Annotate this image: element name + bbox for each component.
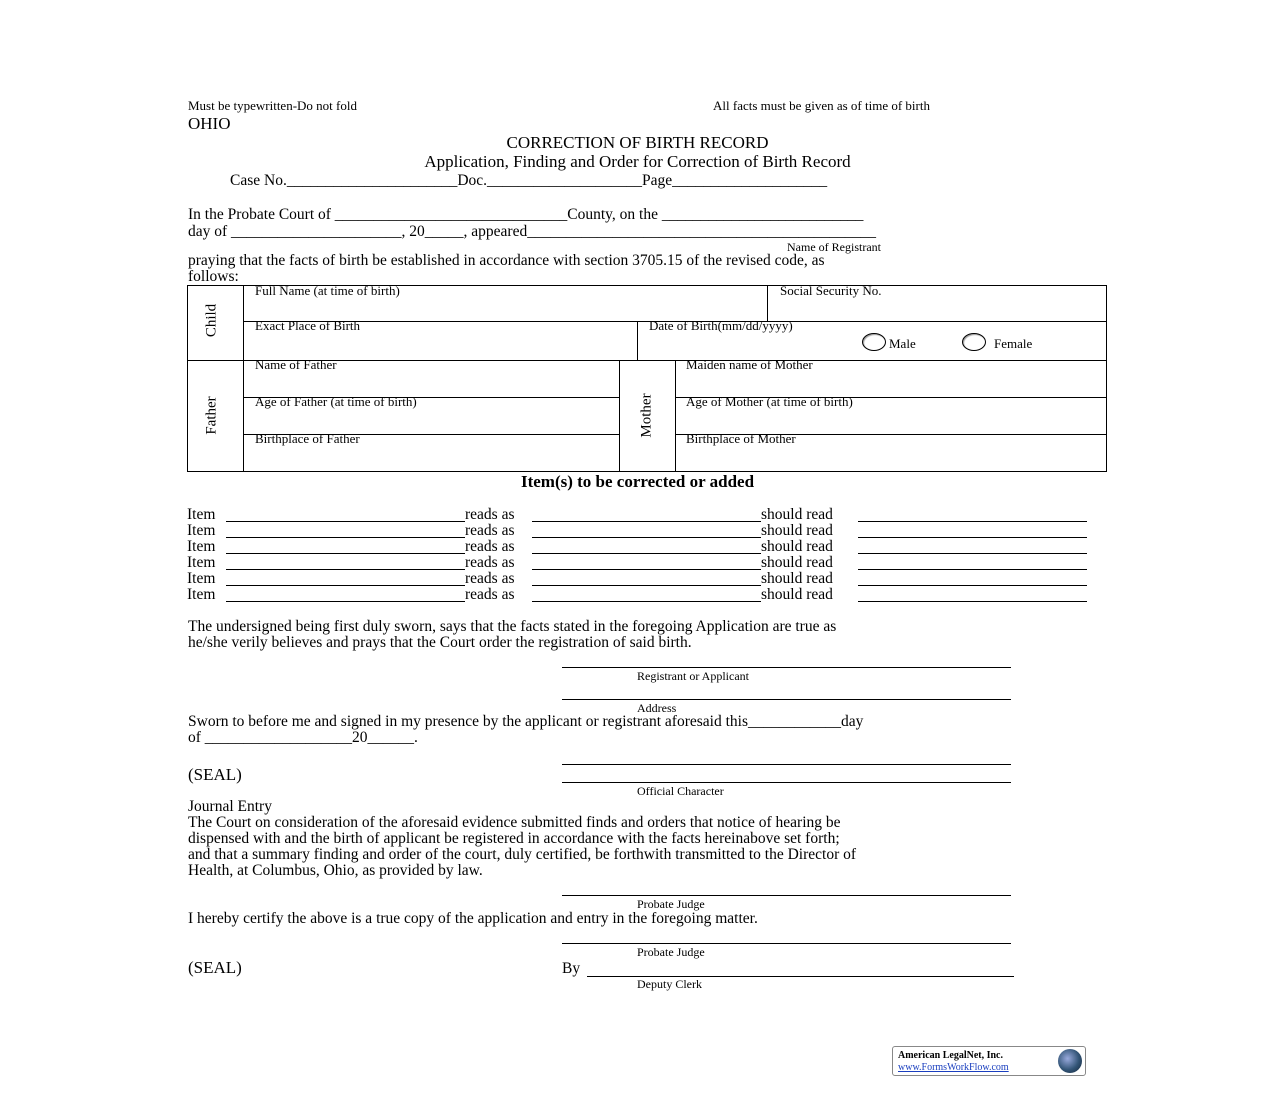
journal-text: The Court on consideration of the aforesaid evidence submitted finds and orders that notice of hearing be — [188, 814, 841, 831]
judge-caption: Probate Judge — [637, 897, 705, 911]
reads-as-label: reads as — [465, 570, 515, 587]
page-subtitle: Application, Finding and Order for Correction of Birth Record — [424, 152, 851, 171]
corrections-heading: Item(s) to be corrected or added — [520, 472, 755, 491]
mother-section-label: Mother — [638, 393, 655, 438]
official-caption: Official Character — [637, 784, 724, 798]
ssn-field[interactable]: Social Security No. — [780, 283, 882, 298]
official-character-line[interactable] — [562, 782, 1011, 783]
item-field[interactable] — [226, 521, 465, 522]
should-read-label: should read — [761, 554, 833, 571]
typewritten-note: Must be typewritten-Do not fold — [188, 98, 357, 113]
praying-line: praying that the facts of birth be established in accordance with section 3705.15 of the revised code, as — [188, 252, 825, 269]
mother-maiden-name-field[interactable]: Maiden name of Mother — [686, 357, 813, 372]
item-label: Item — [187, 554, 216, 571]
notary-signature-line[interactable] — [562, 764, 1011, 765]
date-of-birth-field[interactable]: Date of Birth(mm/dd/yyyy) — [649, 318, 793, 333]
item-label: Item — [187, 570, 216, 587]
state-label: OHIO — [188, 114, 231, 133]
table-divider — [243, 285, 244, 472]
seal-label: (SEAL) — [188, 765, 242, 784]
address-caption: Address — [637, 701, 677, 715]
father-name-field[interactable]: Name of Father — [255, 357, 337, 372]
reads-as-field[interactable] — [532, 601, 761, 602]
item-field[interactable] — [226, 601, 465, 602]
should-read-field[interactable] — [858, 521, 1087, 522]
journal-text: and that a summary finding and order of the court, duly certified, be forthwith transmitted to the Director of — [188, 846, 857, 863]
item-label: Item — [187, 586, 216, 603]
child-section-label: Child — [203, 303, 220, 338]
table-divider — [675, 360, 676, 472]
judge-signature-line[interactable] — [562, 895, 1011, 896]
deputy-caption: Deputy Clerk — [637, 977, 702, 991]
sworn-text[interactable]: Sworn to before me and signed in my presence by the applicant or registrant aforesaid this____________day — [188, 713, 864, 730]
company-name: American LegalNet, Inc. — [898, 1050, 1003, 1061]
address-line[interactable] — [562, 699, 1011, 700]
should-read-field[interactable] — [858, 553, 1087, 554]
registrant-signature-line[interactable] — [562, 667, 1011, 668]
father-age-field[interactable]: Age of Father (at time of birth) — [255, 394, 417, 409]
facts-note: All facts must be given as of time of birth — [713, 98, 930, 113]
male-label: Male — [889, 336, 916, 351]
table-divider — [619, 360, 620, 472]
seal-label: (SEAL) — [188, 958, 242, 977]
reads-as-label: reads as — [465, 538, 515, 555]
sworn-date[interactable]: of ___________________20______. — [188, 729, 418, 746]
reads-as-field[interactable] — [532, 553, 761, 554]
item-label: Item — [187, 506, 216, 523]
company-url[interactable]: www.FormsWorkFlow.com — [898, 1062, 1009, 1073]
reads-as-field[interactable] — [532, 585, 761, 586]
place-of-birth-field[interactable]: Exact Place of Birth — [255, 318, 361, 333]
page-title: CORRECTION OF BIRTH RECORD — [506, 133, 769, 152]
reads-as-label: reads as — [465, 586, 515, 603]
item-field[interactable] — [226, 537, 465, 538]
registrant-caption: Registrant or Applicant — [637, 669, 749, 683]
journal-text: Health, at Columbus, Ohio, as provided by law. — [188, 862, 483, 879]
female-radio[interactable] — [962, 333, 986, 351]
case-number-line[interactable]: Case No.______________________Doc.____________________Page____________________ — [230, 172, 828, 189]
oath-text: The undersigned being first duly sworn, says that the facts stated in the foregoing Application are true as — [188, 618, 837, 635]
follows-line: follows: — [188, 268, 239, 285]
male-radio[interactable] — [862, 333, 886, 351]
item-field[interactable] — [226, 585, 465, 586]
full-name-field[interactable]: Full Name (at time of birth) — [255, 283, 400, 298]
mother-age-field[interactable]: Age of Mother (at time of birth) — [686, 394, 853, 409]
female-label: Female — [994, 336, 1033, 351]
should-read-field[interactable] — [858, 537, 1087, 538]
should-read-field[interactable] — [858, 585, 1087, 586]
probate-court-line[interactable]: In the Probate Court of ______________________________County, on the __________________________ — [188, 206, 864, 223]
reads-as-field[interactable] — [532, 521, 761, 522]
should-read-label: should read — [761, 538, 833, 555]
should-read-label: should read — [761, 570, 833, 587]
reads-as-label: reads as — [465, 522, 515, 539]
reads-as-field[interactable] — [532, 569, 761, 570]
should-read-label: should read — [761, 506, 833, 523]
mother-birthplace-field[interactable]: Birthplace of Mother — [686, 431, 796, 446]
item-field[interactable] — [226, 569, 465, 570]
item-label: Item — [187, 538, 216, 555]
reads-as-field[interactable] — [532, 537, 761, 538]
table-divider — [637, 321, 638, 360]
should-read-label: should read — [761, 586, 833, 603]
legalnet-logo — [892, 1046, 1086, 1076]
registrant-caption: Name of Registrant — [787, 240, 881, 254]
should-read-field[interactable] — [858, 601, 1087, 602]
globe-icon — [1058, 1049, 1082, 1073]
by-label: By — [562, 960, 581, 977]
judge-caption: Probate Judge — [637, 945, 705, 959]
should-read-label: should read — [761, 522, 833, 539]
reads-as-label: reads as — [465, 506, 515, 523]
judge-signature-line-2[interactable] — [562, 943, 1011, 944]
journal-heading: Journal Entry — [188, 798, 272, 815]
item-field[interactable] — [226, 553, 465, 554]
father-section-label: Father — [203, 396, 220, 435]
journal-text: dispensed with and the birth of applicant be registered in accordance with the facts hereinabove set forth; — [188, 830, 840, 847]
should-read-field[interactable] — [858, 569, 1087, 570]
certify-text: I hereby certify the above is a true copy of the application and entry in the foregoing matter. — [188, 910, 758, 927]
item-label: Item — [187, 522, 216, 539]
appeared-line[interactable]: day of ______________________, 20_____, appeared_____________________________________________ — [188, 223, 876, 240]
oath-text: he/she verily believes and prays that the Court order the registration of said birth. — [188, 634, 692, 651]
reads-as-label: reads as — [465, 554, 515, 571]
table-divider — [767, 285, 768, 321]
father-birthplace-field[interactable]: Birthplace of Father — [255, 431, 360, 446]
